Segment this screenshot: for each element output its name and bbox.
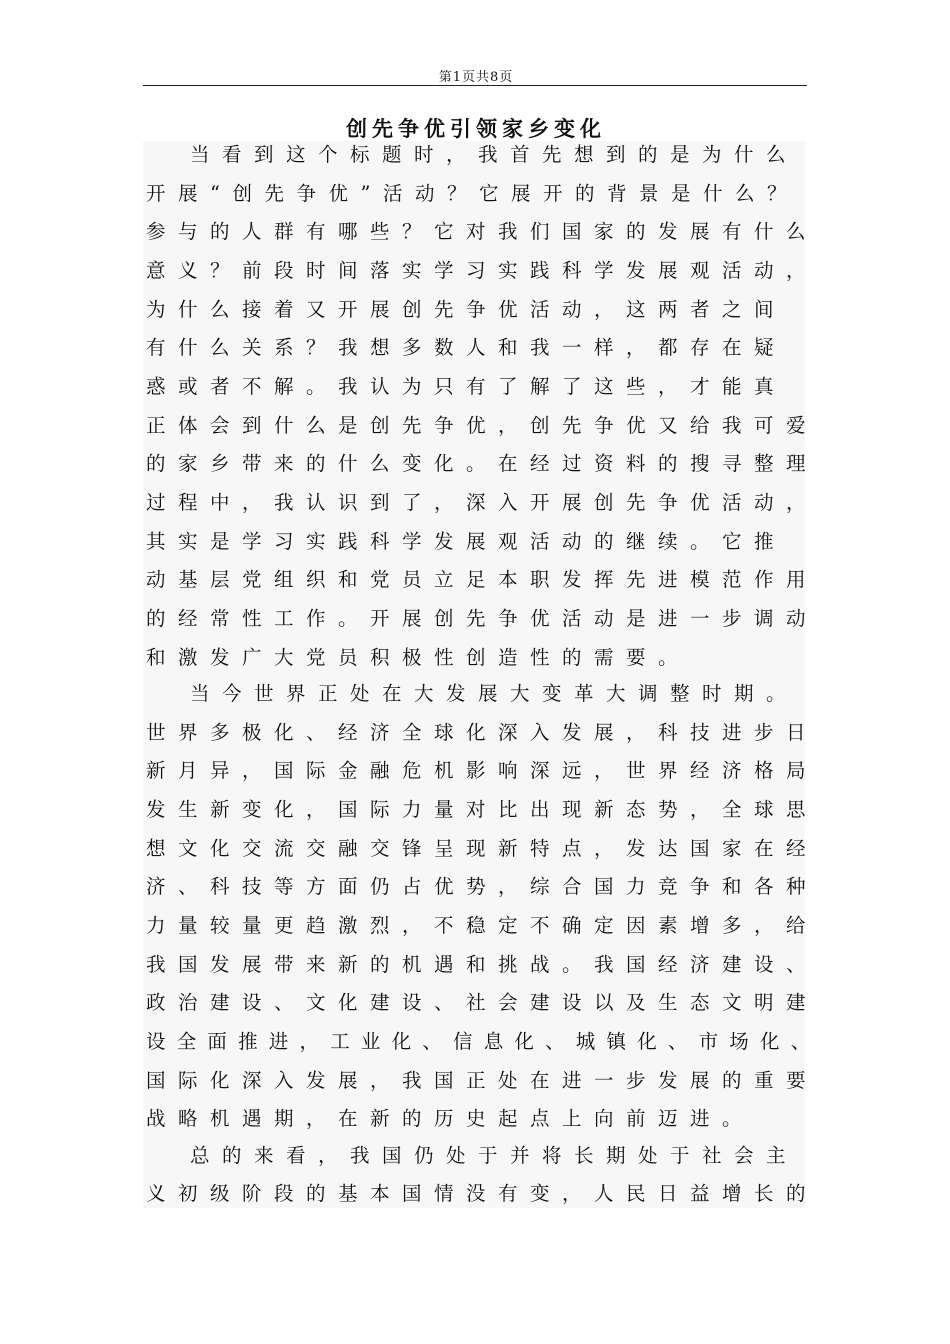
text-line: 国际化深入发展，我国正处在进一步发展的重要 — [146, 1069, 819, 1092]
text-line: 的经常性工作。开展创先争优活动是进一步调动 — [146, 607, 819, 630]
text-line: 当今世界正处在大发展大变革大调整时期。 — [190, 682, 799, 705]
text-line: 的家乡带来的什么变化。在经过资料的搜寻整理 — [146, 452, 819, 475]
text-line: 总的来看，我国仍处于并将长期处于社会主 — [190, 1144, 799, 1167]
text-line: 想文化交流交融交锋呈现新特点，发达国家在经 — [146, 837, 819, 860]
text-line: 其实是学习实践科学发展观活动的继续。它推 — [146, 530, 787, 553]
text-line: 我国发展带来新的机遇和挑战。我国经济建设、 — [146, 953, 819, 976]
page-indicator: 第1页共8页 — [438, 70, 514, 85]
text-line: 力量较量更趋激烈，不稳定不确定因素增多，给 — [146, 914, 819, 937]
text-line: 开展“创先争优”活动？它展开的背景是什么？ — [146, 182, 799, 205]
text-line: 参与的人群有哪些？它对我们国家的发展有什么 — [146, 220, 819, 243]
text-line: 战略机遇期，在新的历史起点上向前迈进。 — [146, 1107, 755, 1130]
text-line: 过程中，我认识到了，深入开展创先争优活动， — [146, 491, 819, 514]
text-line: 当看到这个标题时，我首先想到的是为什么 — [190, 143, 799, 166]
text-line: 义初级阶段的基本国情没有变，人民日益增长的 — [146, 1182, 819, 1205]
header-divider — [143, 85, 807, 86]
text-line: 新月异，国际金融危机影响深远，世界经济格局 — [146, 759, 819, 782]
text-line: 正体会到什么是创先争优，创先争优又给我可爱 — [146, 414, 819, 437]
text-line: 设全面推进，工业化、信息化、城镇化、市场化、 — [146, 1030, 822, 1053]
text-line: 为什么接着又开展创先争优活动，这两者之间 — [146, 298, 787, 321]
text-line: 动基层党组织和党员立足本职发挥先进模范作用 — [146, 568, 819, 591]
text-line: 意义？前段时间落实学习实践科学发展观活动， — [146, 259, 819, 282]
text-line: 发生新变化，国际力量对比出现新态势，全球思 — [146, 798, 819, 821]
text-line: 世界多极化、经济全球化深入发展，科技进步日 — [146, 721, 819, 744]
text-line: 惑或者不解。我认为只有了解了这些，才能真 — [146, 375, 787, 398]
text-line: 济、科技等方面仍占优势，综合国力竞争和各种 — [146, 875, 819, 898]
text-line: 和激发广大党员积极性创造性的需要。 — [146, 646, 691, 669]
text-line: 政治建设、文化建设、社会建设以及生态文明建 — [146, 991, 819, 1014]
text-line: 有什么关系？我想多数人和我一样，都存在疑 — [146, 336, 787, 359]
document-title: 创先争优引领家乡变化 — [346, 116, 606, 141]
